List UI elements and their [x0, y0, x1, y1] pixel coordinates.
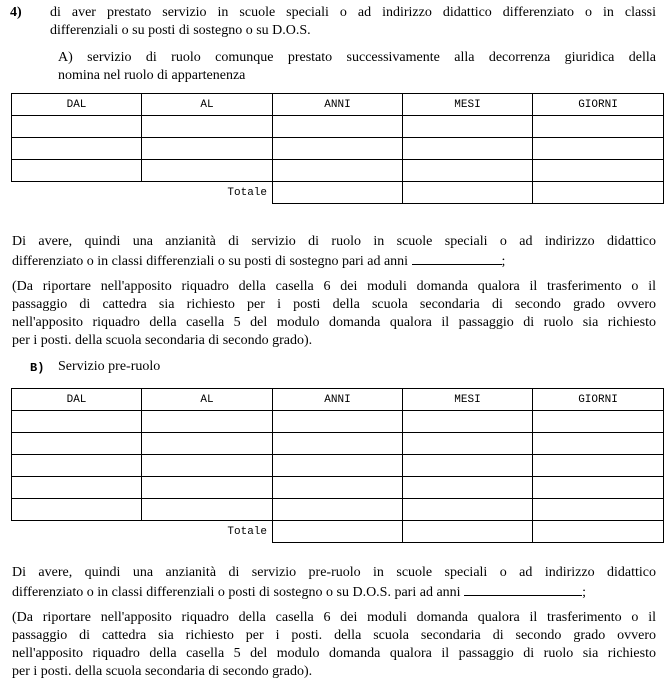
cell-dal[interactable]	[12, 433, 142, 455]
cell-al[interactable]	[142, 411, 273, 433]
cell-giorni[interactable]	[533, 499, 664, 521]
header-al: AL	[142, 389, 273, 411]
cell-anni[interactable]	[273, 455, 403, 477]
header-al: AL	[142, 94, 273, 116]
section-a-line1: A) servizio di ruolo comunque prestato successivamente alla decorrenza giuridica della	[58, 50, 656, 65]
header-dal: DAL	[12, 94, 142, 116]
cell-dal[interactable]	[12, 411, 142, 433]
item4-line2: differenziali o su posti di sostegno o su D.O.S.	[50, 23, 311, 38]
total-spacer	[12, 521, 142, 543]
cell-al[interactable]	[142, 477, 273, 499]
cell-giorni[interactable]	[533, 138, 664, 160]
cell-anni[interactable]	[273, 138, 403, 160]
note-a-line3: nell'apposito riquadro della casella 5 del modulo domanda qualora il passaggio di ruolo sia richiesto	[12, 315, 656, 330]
header-anni: ANNI	[273, 389, 403, 411]
total-mesi[interactable]	[403, 521, 533, 543]
cell-al[interactable]	[142, 138, 273, 160]
cell-mesi[interactable]	[403, 116, 533, 138]
table-row	[12, 455, 664, 477]
cell-al[interactable]	[142, 160, 273, 182]
cell-giorni[interactable]	[533, 433, 664, 455]
seniority-para-b-line1: Di avere, quindi una anzianità di servizio pre-ruolo in scuole speciali o ad indirizzo didattico	[12, 565, 656, 580]
total-anni[interactable]	[273, 521, 403, 543]
note-b-line1: (Da riportare nell'apposito riquadro della casella 6 dei moduli domanda qualora il trasferimento o il	[12, 610, 656, 625]
note-a-line2: passaggio di cattedra sia richiesto per i posti della scuola secondaria di secondo grado ovvero	[12, 297, 656, 312]
table-row	[12, 433, 664, 455]
item4-line1: di aver prestato servizio in scuole speciali o ad indirizzo didattico differenziato o in classi	[50, 5, 656, 20]
cell-mesi[interactable]	[403, 455, 533, 477]
cell-giorni[interactable]	[533, 455, 664, 477]
cell-mesi[interactable]	[403, 411, 533, 433]
table-total-row	[12, 182, 664, 204]
table-row	[12, 138, 664, 160]
line-end: ;	[501, 254, 506, 269]
cell-anni[interactable]	[273, 116, 403, 138]
table-row	[12, 477, 664, 499]
table-total-row	[12, 521, 664, 543]
header-dal: DAL	[12, 389, 142, 411]
table-header-row	[12, 389, 664, 411]
table-header-row	[12, 94, 664, 116]
note-a-line1: (Da riportare nell'apposito riquadro della casella 6 dei moduli domanda qualora il trasferimento o il	[12, 279, 656, 294]
cell-giorni[interactable]	[533, 116, 664, 138]
total-anni[interactable]	[273, 182, 403, 204]
service-table-a	[11, 93, 664, 204]
table-row	[12, 160, 664, 182]
seniority-para-b-text: differenziato o in classi differenziali o posti di sostegno o su D.O.S. pari ad anni	[12, 585, 461, 600]
cell-al[interactable]	[142, 499, 273, 521]
cell-anni[interactable]	[273, 433, 403, 455]
cell-dal[interactable]	[12, 477, 142, 499]
header-mesi: MESI	[403, 94, 533, 116]
years-blank-a[interactable]	[412, 252, 502, 265]
seniority-para-a-line2	[12, 252, 505, 270]
cell-mesi[interactable]	[403, 138, 533, 160]
table-row	[12, 116, 664, 138]
totale-label: Totale	[227, 186, 267, 199]
cell-dal[interactable]	[12, 116, 142, 138]
total-giorni[interactable]	[533, 182, 664, 204]
cell-al[interactable]	[142, 116, 273, 138]
item-number: 4)	[10, 5, 22, 20]
header-giorni: GIORNI	[533, 389, 664, 411]
section-a-line2: nomina nel ruolo di appartenenza	[58, 68, 246, 83]
cell-mesi[interactable]	[403, 433, 533, 455]
cell-anni[interactable]	[273, 411, 403, 433]
note-b-line2: passaggio di cattedra sia richiesto per i posti. della scuola secondaria di secondo grado ovvero	[12, 628, 656, 643]
cell-mesi[interactable]	[403, 477, 533, 499]
header-giorni: GIORNI	[533, 94, 664, 116]
note-a-line4: per i posti. della scuola secondaria di secondo grado).	[12, 333, 313, 348]
service-table-b	[11, 388, 664, 543]
cell-dal[interactable]	[12, 138, 142, 160]
cell-mesi[interactable]	[403, 160, 533, 182]
header-mesi: MESI	[403, 389, 533, 411]
seniority-para-b-line2	[12, 583, 586, 601]
total-mesi[interactable]	[403, 182, 533, 204]
table-row	[12, 499, 664, 521]
cell-giorni[interactable]	[533, 160, 664, 182]
table-row	[12, 411, 664, 433]
total-giorni[interactable]	[533, 521, 664, 543]
cell-mesi[interactable]	[403, 499, 533, 521]
cell-dal[interactable]	[12, 499, 142, 521]
cell-dal[interactable]	[12, 160, 142, 182]
cell-giorni[interactable]	[533, 477, 664, 499]
cell-anni[interactable]	[273, 160, 403, 182]
note-b-line4: per i posti. della scuola secondaria di secondo grado).	[12, 664, 313, 679]
total-spacer	[12, 182, 142, 204]
section-b-letter: B)	[30, 361, 45, 375]
cell-anni[interactable]	[273, 477, 403, 499]
section-b-title: Servizio pre-ruolo	[58, 359, 161, 374]
cell-al[interactable]	[142, 455, 273, 477]
years-blank-b[interactable]	[464, 583, 582, 596]
cell-anni[interactable]	[273, 499, 403, 521]
header-anni: ANNI	[273, 94, 403, 116]
seniority-para-a-text: differenziato o in classi differenziali o su posti di sostegno pari ad anni	[12, 254, 409, 269]
cell-dal[interactable]	[12, 455, 142, 477]
seniority-para-a-line1: Di avere, quindi una anzianità di servizio di ruolo in scuole speciali o ad indirizzo didattico	[12, 234, 656, 249]
cell-al[interactable]	[142, 433, 273, 455]
note-b-line3: nell'apposito riquadro della casella 5 del modulo domanda qualora il passaggio di ruolo sia richiesto	[12, 646, 656, 661]
totale-label: Totale	[227, 525, 267, 538]
line-end: ;	[582, 585, 586, 600]
cell-giorni[interactable]	[533, 411, 664, 433]
